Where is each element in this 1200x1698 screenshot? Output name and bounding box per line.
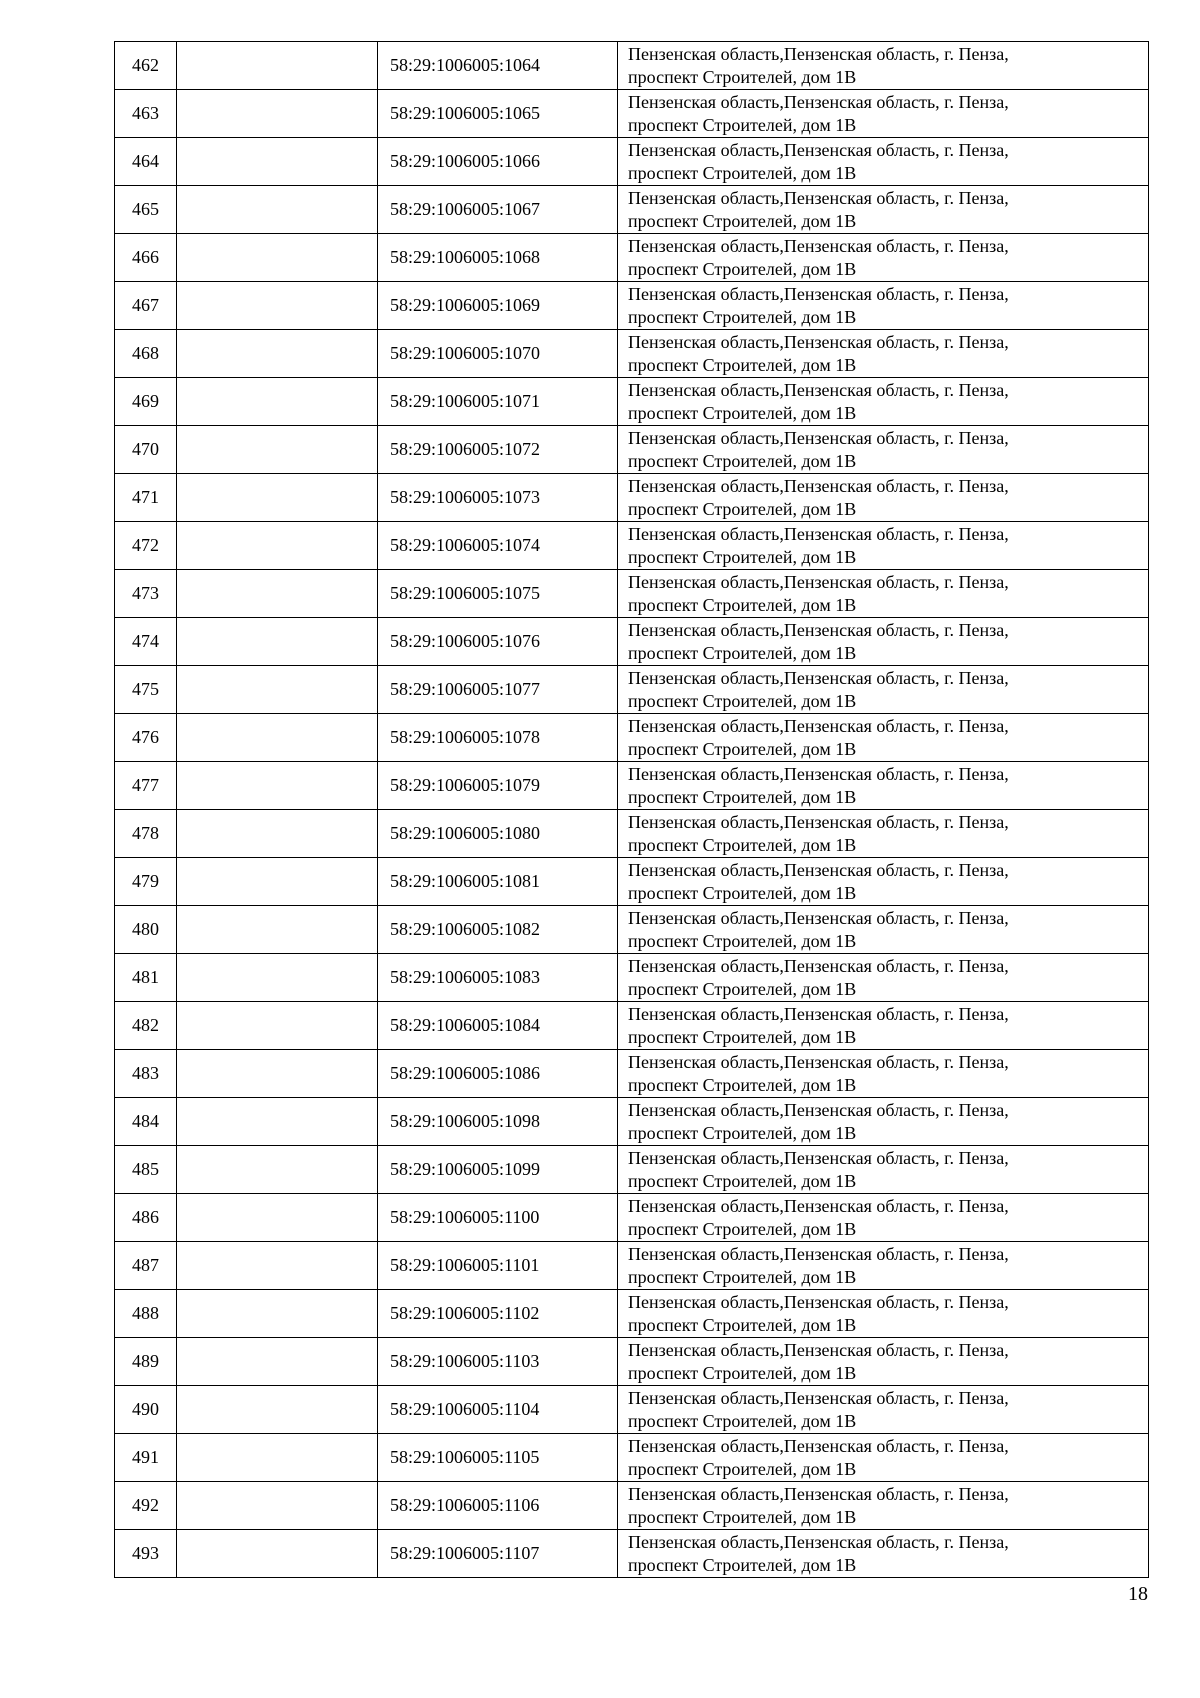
table-row (115, 1290, 1149, 1338)
cadastral-number: 58:29:1006005:1104 (378, 1386, 618, 1434)
address-line-2: проспект Строителей, дом 1В (628, 450, 857, 471)
address-line-1: Пензенская область,Пензенская область, г. Пенза, (628, 1195, 1009, 1216)
table-row (115, 1050, 1149, 1098)
address-cell (618, 714, 1149, 762)
address-line-1: Пензенская область,Пензенская область, г. Пенза, (628, 955, 1009, 976)
owner-cell (177, 906, 378, 954)
address-cell (618, 1530, 1149, 1578)
address-line-2: проспект Строителей, дом 1В (628, 1218, 857, 1239)
cadastral-number: 58:29:1006005:1100 (378, 1194, 618, 1242)
row-number: 474 (115, 618, 177, 666)
row-number: 466 (115, 234, 177, 282)
row-number: 467 (115, 282, 177, 330)
owner-cell (177, 186, 378, 234)
owner-cell (177, 618, 378, 666)
address-cell (618, 1242, 1149, 1290)
address-cell (618, 90, 1149, 138)
owner-cell (177, 1290, 378, 1338)
owner-cell (177, 426, 378, 474)
address-line-1: Пензенская область,Пензенская область, г. Пенза, (628, 1387, 1009, 1408)
row-number: 493 (115, 1530, 177, 1578)
address-cell (618, 666, 1149, 714)
table-row (115, 906, 1149, 954)
address-line-1: Пензенская область,Пензенская область, г. Пенза, (628, 1291, 1009, 1312)
owner-cell (177, 522, 378, 570)
address-line-1: Пензенская область,Пензенская область, г. Пенза, (628, 907, 1009, 928)
table-row (115, 426, 1149, 474)
address-cell (618, 1002, 1149, 1050)
address-line-2: проспект Строителей, дом 1В (628, 930, 857, 951)
row-number: 484 (115, 1098, 177, 1146)
owner-cell (177, 282, 378, 330)
row-number: 463 (115, 90, 177, 138)
address-line-1: Пензенская область,Пензенская область, г. Пенза, (628, 859, 1009, 880)
address-cell (618, 1434, 1149, 1482)
address-line-2: проспект Строителей, дом 1В (628, 1458, 857, 1479)
address-line-2: проспект Строителей, дом 1В (628, 738, 857, 759)
table-row (115, 762, 1149, 810)
address-line-1: Пензенская область,Пензенская область, г. Пенза, (628, 1099, 1009, 1120)
table-row (115, 234, 1149, 282)
owner-cell (177, 378, 378, 426)
address-line-2: проспект Строителей, дом 1В (628, 1026, 857, 1047)
cadastral-number: 58:29:1006005:1099 (378, 1146, 618, 1194)
owner-cell (177, 1002, 378, 1050)
address-line-1: Пензенская область,Пензенская область, г. Пенза, (628, 283, 1009, 304)
address-line-1: Пензенская область,Пензенская область, г. Пенза, (628, 235, 1009, 256)
address-line-2: проспект Строителей, дом 1В (628, 1362, 857, 1383)
cadastral-number: 58:29:1006005:1102 (378, 1290, 618, 1338)
table-row (115, 714, 1149, 762)
address-cell (618, 1386, 1149, 1434)
cadastral-number: 58:29:1006005:1098 (378, 1098, 618, 1146)
address-cell (618, 954, 1149, 1002)
owner-cell (177, 138, 378, 186)
page-number: 18 (1128, 1583, 1148, 1605)
cadastral-number: 58:29:1006005:1066 (378, 138, 618, 186)
address-line-2: проспект Строителей, дом 1В (628, 306, 857, 327)
owner-cell (177, 1194, 378, 1242)
owner-cell (177, 1050, 378, 1098)
cadastral-table (114, 41, 1149, 1578)
owner-cell (177, 762, 378, 810)
row-number: 487 (115, 1242, 177, 1290)
address-cell (618, 810, 1149, 858)
address-line-2: проспект Строителей, дом 1В (628, 1170, 857, 1191)
cadastral-number: 58:29:1006005:1103 (378, 1338, 618, 1386)
address-line-1: Пензенская область,Пензенская область, г. Пенза, (628, 1483, 1009, 1504)
row-number: 492 (115, 1482, 177, 1530)
table-row (115, 90, 1149, 138)
row-number: 473 (115, 570, 177, 618)
row-number: 477 (115, 762, 177, 810)
cadastral-number: 58:29:1006005:1105 (378, 1434, 618, 1482)
address-line-2: проспект Строителей, дом 1В (628, 354, 857, 375)
cadastral-number: 58:29:1006005:1084 (378, 1002, 618, 1050)
table-row (115, 378, 1149, 426)
cadastral-number: 58:29:1006005:1070 (378, 330, 618, 378)
table-row (115, 1530, 1149, 1578)
row-number: 481 (115, 954, 177, 1002)
address-line-1: Пензенская область,Пензенская область, г. Пенза, (628, 1339, 1009, 1360)
row-number: 483 (115, 1050, 177, 1098)
address-line-1: Пензенская область,Пензенская область, г. Пенза, (628, 331, 1009, 352)
address-line-2: проспект Строителей, дом 1В (628, 1074, 857, 1095)
table-row (115, 1338, 1149, 1386)
table-row (115, 618, 1149, 666)
cadastral-number: 58:29:1006005:1065 (378, 90, 618, 138)
address-cell (618, 186, 1149, 234)
table-row (115, 570, 1149, 618)
address-line-1: Пензенская область,Пензенская область, г. Пенза, (628, 811, 1009, 832)
address-line-2: проспект Строителей, дом 1В (628, 114, 857, 135)
address-line-1: Пензенская область,Пензенская область, г. Пенза, (628, 715, 1009, 736)
address-cell (618, 522, 1149, 570)
table-row (115, 138, 1149, 186)
table-row (115, 954, 1149, 1002)
owner-cell (177, 330, 378, 378)
row-number: 464 (115, 138, 177, 186)
address-cell (618, 282, 1149, 330)
address-line-2: проспект Строителей, дом 1В (628, 594, 857, 615)
table-row (115, 810, 1149, 858)
row-number: 472 (115, 522, 177, 570)
owner-cell (177, 90, 378, 138)
owner-cell (177, 954, 378, 1002)
owner-cell (177, 714, 378, 762)
row-number: 479 (115, 858, 177, 906)
address-cell (618, 474, 1149, 522)
row-number: 490 (115, 1386, 177, 1434)
cadastral-number: 58:29:1006005:1107 (378, 1530, 618, 1578)
address-line-2: проспект Строителей, дом 1В (628, 1314, 857, 1335)
address-cell (618, 1290, 1149, 1338)
address-line-1: Пензенская область,Пензенская область, г. Пенза, (628, 379, 1009, 400)
address-line-1: Пензенская область,Пензенская область, г. Пенза, (628, 139, 1009, 160)
address-line-2: проспект Строителей, дом 1В (628, 1554, 857, 1575)
address-line-2: проспект Строителей, дом 1В (628, 1410, 857, 1431)
row-number: 488 (115, 1290, 177, 1338)
address-line-2: проспект Строителей, дом 1В (628, 498, 857, 519)
table-row (115, 282, 1149, 330)
row-number: 489 (115, 1338, 177, 1386)
table-row (115, 522, 1149, 570)
address-line-2: проспект Строителей, дом 1В (628, 402, 857, 423)
address-line-1: Пензенская область,Пензенская область, г. Пенза, (628, 91, 1009, 112)
address-line-1: Пензенская область,Пензенская область, г. Пенза, (628, 43, 1009, 64)
cadastral-number: 58:29:1006005:1071 (378, 378, 618, 426)
cadastral-number: 58:29:1006005:1073 (378, 474, 618, 522)
row-number: 462 (115, 42, 177, 90)
row-number: 475 (115, 666, 177, 714)
address-line-2: проспект Строителей, дом 1В (628, 978, 857, 999)
owner-cell (177, 1146, 378, 1194)
table-row (115, 1002, 1149, 1050)
address-line-2: проспект Строителей, дом 1В (628, 66, 857, 87)
row-number: 482 (115, 1002, 177, 1050)
cadastral-number: 58:29:1006005:1086 (378, 1050, 618, 1098)
row-number: 471 (115, 474, 177, 522)
address-cell (618, 378, 1149, 426)
address-cell (618, 42, 1149, 90)
owner-cell (177, 1338, 378, 1386)
row-number: 470 (115, 426, 177, 474)
cadastral-number: 58:29:1006005:1106 (378, 1482, 618, 1530)
address-line-1: Пензенская область,Пензенская область, г. Пенза, (628, 667, 1009, 688)
address-line-1: Пензенская область,Пензенская область, г. Пенза, (628, 1051, 1009, 1072)
address-cell (618, 858, 1149, 906)
address-cell (618, 1338, 1149, 1386)
address-line-2: проспект Строителей, дом 1В (628, 258, 857, 279)
address-line-2: проспект Строителей, дом 1В (628, 1266, 857, 1287)
owner-cell (177, 1530, 378, 1578)
owner-cell (177, 1386, 378, 1434)
address-line-2: проспект Строителей, дом 1В (628, 882, 857, 903)
address-cell (618, 1482, 1149, 1530)
address-line-2: проспект Строителей, дом 1В (628, 642, 857, 663)
address-line-2: проспект Строителей, дом 1В (628, 210, 857, 231)
address-cell (618, 1194, 1149, 1242)
table-row (115, 474, 1149, 522)
cadastral-number: 58:29:1006005:1064 (378, 42, 618, 90)
address-cell (618, 1050, 1149, 1098)
row-number: 486 (115, 1194, 177, 1242)
address-line-1: Пензенская область,Пензенская область, г. Пенза, (628, 523, 1009, 544)
address-cell (618, 1146, 1149, 1194)
address-line-1: Пензенская область,Пензенская область, г. Пенза, (628, 1003, 1009, 1024)
table-row (115, 666, 1149, 714)
cadastral-number: 58:29:1006005:1101 (378, 1242, 618, 1290)
row-number: 476 (115, 714, 177, 762)
address-line-2: проспект Строителей, дом 1В (628, 162, 857, 183)
address-line-2: проспект Строителей, дом 1В (628, 690, 857, 711)
table-row (115, 1194, 1149, 1242)
table-body (115, 42, 1149, 1578)
address-line-1: Пензенская область,Пензенская область, г. Пенза, (628, 619, 1009, 640)
address-line-2: проспект Строителей, дом 1В (628, 834, 857, 855)
cadastral-number: 58:29:1006005:1079 (378, 762, 618, 810)
address-cell (618, 330, 1149, 378)
cadastral-number: 58:29:1006005:1074 (378, 522, 618, 570)
cadastral-number: 58:29:1006005:1083 (378, 954, 618, 1002)
address-line-1: Пензенская область,Пензенская область, г. Пенза, (628, 427, 1009, 448)
owner-cell (177, 858, 378, 906)
address-line-1: Пензенская область,Пензенская область, г. Пенза, (628, 1243, 1009, 1264)
table-row (115, 1146, 1149, 1194)
cadastral-number: 58:29:1006005:1072 (378, 426, 618, 474)
row-number: 465 (115, 186, 177, 234)
cadastral-number: 58:29:1006005:1081 (378, 858, 618, 906)
row-number: 480 (115, 906, 177, 954)
address-line-2: проспект Строителей, дом 1В (628, 786, 857, 807)
address-line-1: Пензенская область,Пензенская область, г. Пенза, (628, 763, 1009, 784)
owner-cell (177, 1434, 378, 1482)
address-line-1: Пензенская область,Пензенская область, г. Пенза, (628, 1531, 1009, 1552)
row-number: 491 (115, 1434, 177, 1482)
owner-cell (177, 1482, 378, 1530)
address-cell (618, 618, 1149, 666)
row-number: 468 (115, 330, 177, 378)
owner-cell (177, 666, 378, 714)
owner-cell (177, 1098, 378, 1146)
address-line-1: Пензенская область,Пензенская область, г. Пенза, (628, 187, 1009, 208)
address-line-2: проспект Строителей, дом 1В (628, 1506, 857, 1527)
cadastral-number: 58:29:1006005:1080 (378, 810, 618, 858)
address-line-2: проспект Строителей, дом 1В (628, 1122, 857, 1143)
address-line-1: Пензенская область,Пензенская область, г. Пенза, (628, 571, 1009, 592)
table-row (115, 1434, 1149, 1482)
address-cell (618, 1098, 1149, 1146)
table-row (115, 1242, 1149, 1290)
address-cell (618, 906, 1149, 954)
cadastral-number: 58:29:1006005:1068 (378, 234, 618, 282)
row-number: 469 (115, 378, 177, 426)
cadastral-number: 58:29:1006005:1078 (378, 714, 618, 762)
owner-cell (177, 1242, 378, 1290)
cadastral-number: 58:29:1006005:1077 (378, 666, 618, 714)
address-cell (618, 762, 1149, 810)
owner-cell (177, 810, 378, 858)
address-line-1: Пензенская область,Пензенская область, г. Пенза, (628, 1147, 1009, 1168)
cadastral-number: 58:29:1006005:1067 (378, 186, 618, 234)
row-number: 485 (115, 1146, 177, 1194)
owner-cell (177, 474, 378, 522)
table-row (115, 330, 1149, 378)
address-line-1: Пензенская область,Пензенская область, г. Пенза, (628, 475, 1009, 496)
address-cell (618, 234, 1149, 282)
owner-cell (177, 570, 378, 618)
address-cell (618, 138, 1149, 186)
address-cell (618, 570, 1149, 618)
owner-cell (177, 42, 378, 90)
table-row (115, 858, 1149, 906)
address-cell (618, 426, 1149, 474)
cadastral-number: 58:29:1006005:1082 (378, 906, 618, 954)
table-row (115, 1386, 1149, 1434)
row-number: 478 (115, 810, 177, 858)
cadastral-number: 58:29:1006005:1076 (378, 618, 618, 666)
cadastral-number: 58:29:1006005:1075 (378, 570, 618, 618)
table-row (115, 1482, 1149, 1530)
table-row (115, 1098, 1149, 1146)
table-row (115, 186, 1149, 234)
address-line-1: Пензенская область,Пензенская область, г. Пенза, (628, 1435, 1009, 1456)
owner-cell (177, 234, 378, 282)
table-row (115, 42, 1149, 90)
cadastral-number: 58:29:1006005:1069 (378, 282, 618, 330)
address-line-2: проспект Строителей, дом 1В (628, 546, 857, 567)
